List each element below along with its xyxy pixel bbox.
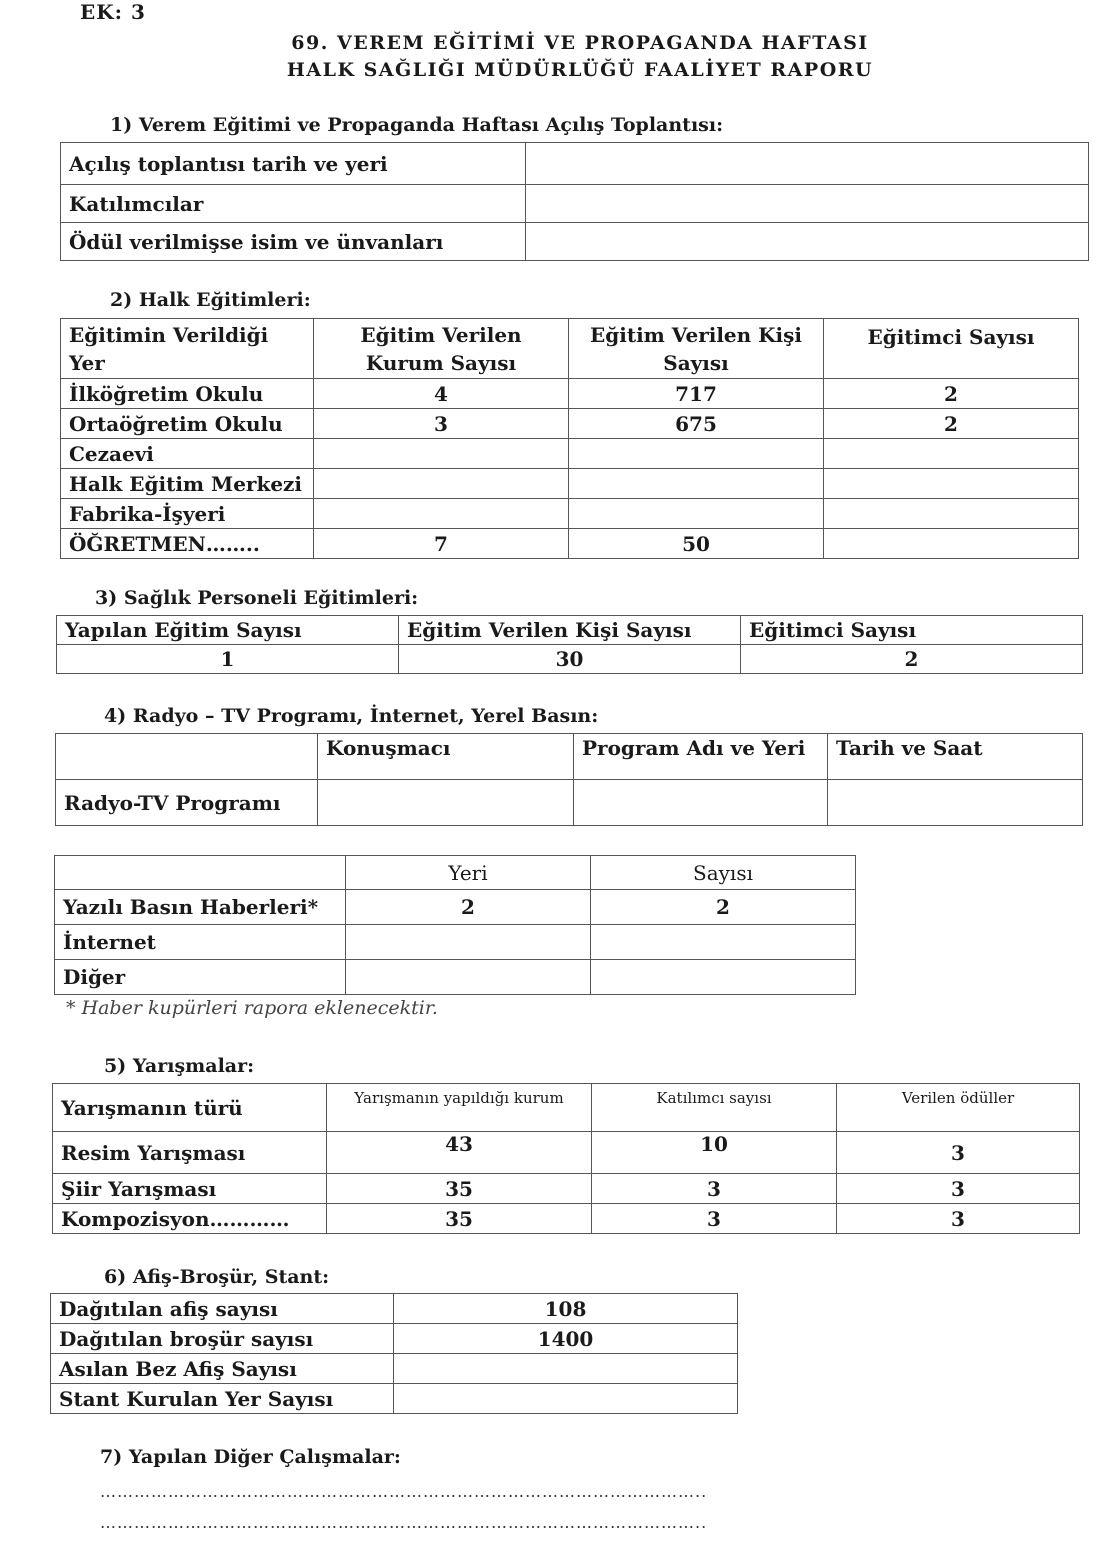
data-cell: 3 (314, 409, 569, 439)
row-label: İnternet (55, 925, 346, 960)
header-cell: Eğitimci Sayısı (741, 616, 1083, 645)
table-row (55, 960, 856, 995)
data-cell: 717 (569, 379, 824, 409)
section7-heading: 7) Yapılan Diğer Çalışmalar: (100, 1446, 401, 1468)
table-row (53, 1204, 1080, 1234)
input-cell[interactable] (526, 223, 1089, 261)
row-label: Katılımcılar (61, 185, 526, 223)
press-table (54, 855, 856, 995)
data-cell[interactable] (569, 499, 824, 529)
data-cell[interactable] (569, 469, 824, 499)
row-label: Ortaöğretim Okulu (61, 409, 314, 439)
table-row (61, 409, 1079, 439)
input-cell[interactable] (828, 780, 1083, 826)
data-cell: 2 (824, 379, 1079, 409)
data-cell[interactable] (314, 469, 569, 499)
data-cell: 4 (314, 379, 569, 409)
data-cell: 1400 (394, 1324, 738, 1354)
data-cell: 108 (394, 1294, 738, 1324)
public-education-table (60, 318, 1079, 559)
table-row (53, 1174, 1080, 1204)
data-cell[interactable] (394, 1354, 738, 1384)
row-label: Resim Yarışması (53, 1132, 327, 1174)
data-cell: 2 (346, 890, 591, 925)
report-title-line2: HALK SAĞLIĞI MÜDÜRLÜĞÜ FAALİYET RAPORU (286, 59, 874, 81)
data-cell[interactable] (824, 529, 1079, 559)
row-label: Diğer (55, 960, 346, 995)
table-row (61, 499, 1079, 529)
header-cell: Yarışmanın yapıldığı kurum (327, 1084, 592, 1132)
data-cell: 35 (327, 1204, 592, 1234)
section3-heading: 3) Sağlık Personeli Eğitimleri: (95, 587, 419, 609)
data-cell[interactable] (346, 960, 591, 995)
row-label: Halk Eğitim Merkezi (61, 469, 314, 499)
table-header-row (53, 1084, 1080, 1132)
row-label: Radyo-TV Programı (56, 780, 318, 826)
header-cell: Yeri (346, 856, 591, 890)
table-header-row (55, 856, 856, 890)
table-row (61, 223, 1089, 261)
row-label: Asılan Bez Afiş Sayısı (51, 1354, 394, 1384)
data-cell: 2 (824, 409, 1079, 439)
header-cell: Yapılan Eğitim Sayısı (57, 616, 399, 645)
footnote: * Haber kupürleri rapora eklenecektir. (66, 997, 438, 1019)
header-cell: Katılımcı sayısı (592, 1084, 837, 1132)
row-label: Fabrika-İşyeri (61, 499, 314, 529)
header-cell: Konuşmacı (318, 734, 574, 780)
header-cell: Eğitim Verilen Kurum Sayısı (314, 319, 569, 379)
health-staff-training-table (56, 615, 1083, 674)
data-cell[interactable] (824, 469, 1079, 499)
header-cell: Eğitimin Verildiği Yer (61, 319, 314, 379)
data-cell: 10 (592, 1132, 837, 1174)
data-cell[interactable] (314, 439, 569, 469)
section6-heading: 6) Afiş-Broşür, Stant: (104, 1266, 330, 1288)
header-cell: Sayısı (591, 856, 856, 890)
table-header-row (61, 319, 1079, 379)
row-label: ÖĞRETMEN…….. (61, 529, 314, 559)
table-row (51, 1324, 738, 1354)
table-row (57, 645, 1083, 674)
section4-heading: 4) Radyo – TV Programı, İnternet, Yerel Basın: (104, 705, 599, 727)
report-title-line1: 69. VEREM EĞİTİMİ VE PROPAGANDA HAFTASI (291, 32, 869, 54)
table-row (61, 439, 1079, 469)
table-row (61, 379, 1079, 409)
table-row (56, 780, 1083, 826)
data-cell: 3 (837, 1174, 1080, 1204)
radio-tv-table (55, 733, 1083, 826)
header-cell (55, 856, 346, 890)
row-label: Stant Kurulan Yer Sayısı (51, 1384, 394, 1414)
row-label: Kompozisyon………… (53, 1204, 327, 1234)
row-label: İlköğretim Okulu (61, 379, 314, 409)
data-cell: 3 (592, 1174, 837, 1204)
section2-heading: 2) Halk Eğitimleri: (110, 289, 311, 311)
data-cell[interactable] (569, 439, 824, 469)
table-row (51, 1354, 738, 1384)
data-cell: 2 (591, 890, 856, 925)
table-row (55, 890, 856, 925)
table-row (61, 529, 1079, 559)
data-cell[interactable] (591, 925, 856, 960)
data-cell[interactable] (824, 499, 1079, 529)
row-label: Şiir Yarışması (53, 1174, 327, 1204)
competitions-table (52, 1083, 1080, 1234)
input-cell[interactable] (526, 185, 1089, 223)
row-label: Dağıtılan broşür sayısı (51, 1324, 394, 1354)
data-cell: 3 (592, 1204, 837, 1234)
data-cell: 675 (569, 409, 824, 439)
opening-meeting-table (60, 142, 1089, 261)
data-cell: 30 (399, 645, 741, 674)
header-cell: Verilen ödüller (837, 1084, 1080, 1132)
header-cell: Program Adı ve Yeri (574, 734, 828, 780)
section5-heading: 5) Yarışmalar: (104, 1055, 255, 1077)
table-header-row (57, 616, 1083, 645)
section1-heading: 1) Verem Eğitimi ve Propaganda Haftası Açılış Toplantısı: (110, 114, 724, 136)
annex-label: EK: 3 (80, 0, 146, 24)
data-cell[interactable] (314, 499, 569, 529)
table-row (61, 185, 1089, 223)
table-row (61, 143, 1089, 185)
row-label: Dağıtılan afiş sayısı (51, 1294, 394, 1324)
dotted-line-1[interactable]: …………………………………………………………………………………………….. (100, 1482, 708, 1501)
row-label: Yazılı Basın Haberleri* (55, 890, 346, 925)
data-cell: 7 (314, 529, 569, 559)
header-cell: Tarih ve Saat (828, 734, 1083, 780)
data-cell: 50 (569, 529, 824, 559)
table-row (53, 1132, 1080, 1174)
table-row (51, 1294, 738, 1324)
data-cell[interactable] (824, 439, 1079, 469)
header-cell: Yarışmanın türü (53, 1084, 327, 1132)
data-cell: 3 (837, 1204, 1080, 1234)
table-header-row (56, 734, 1083, 780)
data-cell[interactable] (346, 925, 591, 960)
input-cell[interactable] (318, 780, 574, 826)
data-cell[interactable] (394, 1384, 738, 1414)
table-row (61, 469, 1079, 499)
data-cell: 3 (837, 1132, 1080, 1174)
header-cell (56, 734, 318, 780)
table-row (55, 925, 856, 960)
data-cell: 43 (327, 1132, 592, 1174)
table-row (51, 1384, 738, 1414)
data-cell: 1 (57, 645, 399, 674)
data-cell: 35 (327, 1174, 592, 1204)
header-cell: Eğitimci Sayısı (824, 319, 1079, 379)
row-label: Cezaevi (61, 439, 314, 469)
header-cell: Eğitim Verilen Kişi Sayısı (569, 319, 824, 379)
row-label: Ödül verilmişse isim ve ünvanları (61, 223, 526, 261)
input-cell[interactable] (574, 780, 828, 826)
data-cell[interactable] (591, 960, 856, 995)
data-cell: 2 (741, 645, 1083, 674)
poster-brochure-table (50, 1293, 738, 1414)
header-cell: Eğitim Verilen Kişi Sayısı (399, 616, 741, 645)
dotted-line-2[interactable]: …………………………………………………………………………………………….. (100, 1513, 708, 1532)
input-cell[interactable] (526, 143, 1089, 185)
row-label: Açılış toplantısı tarih ve yeri (61, 143, 526, 185)
